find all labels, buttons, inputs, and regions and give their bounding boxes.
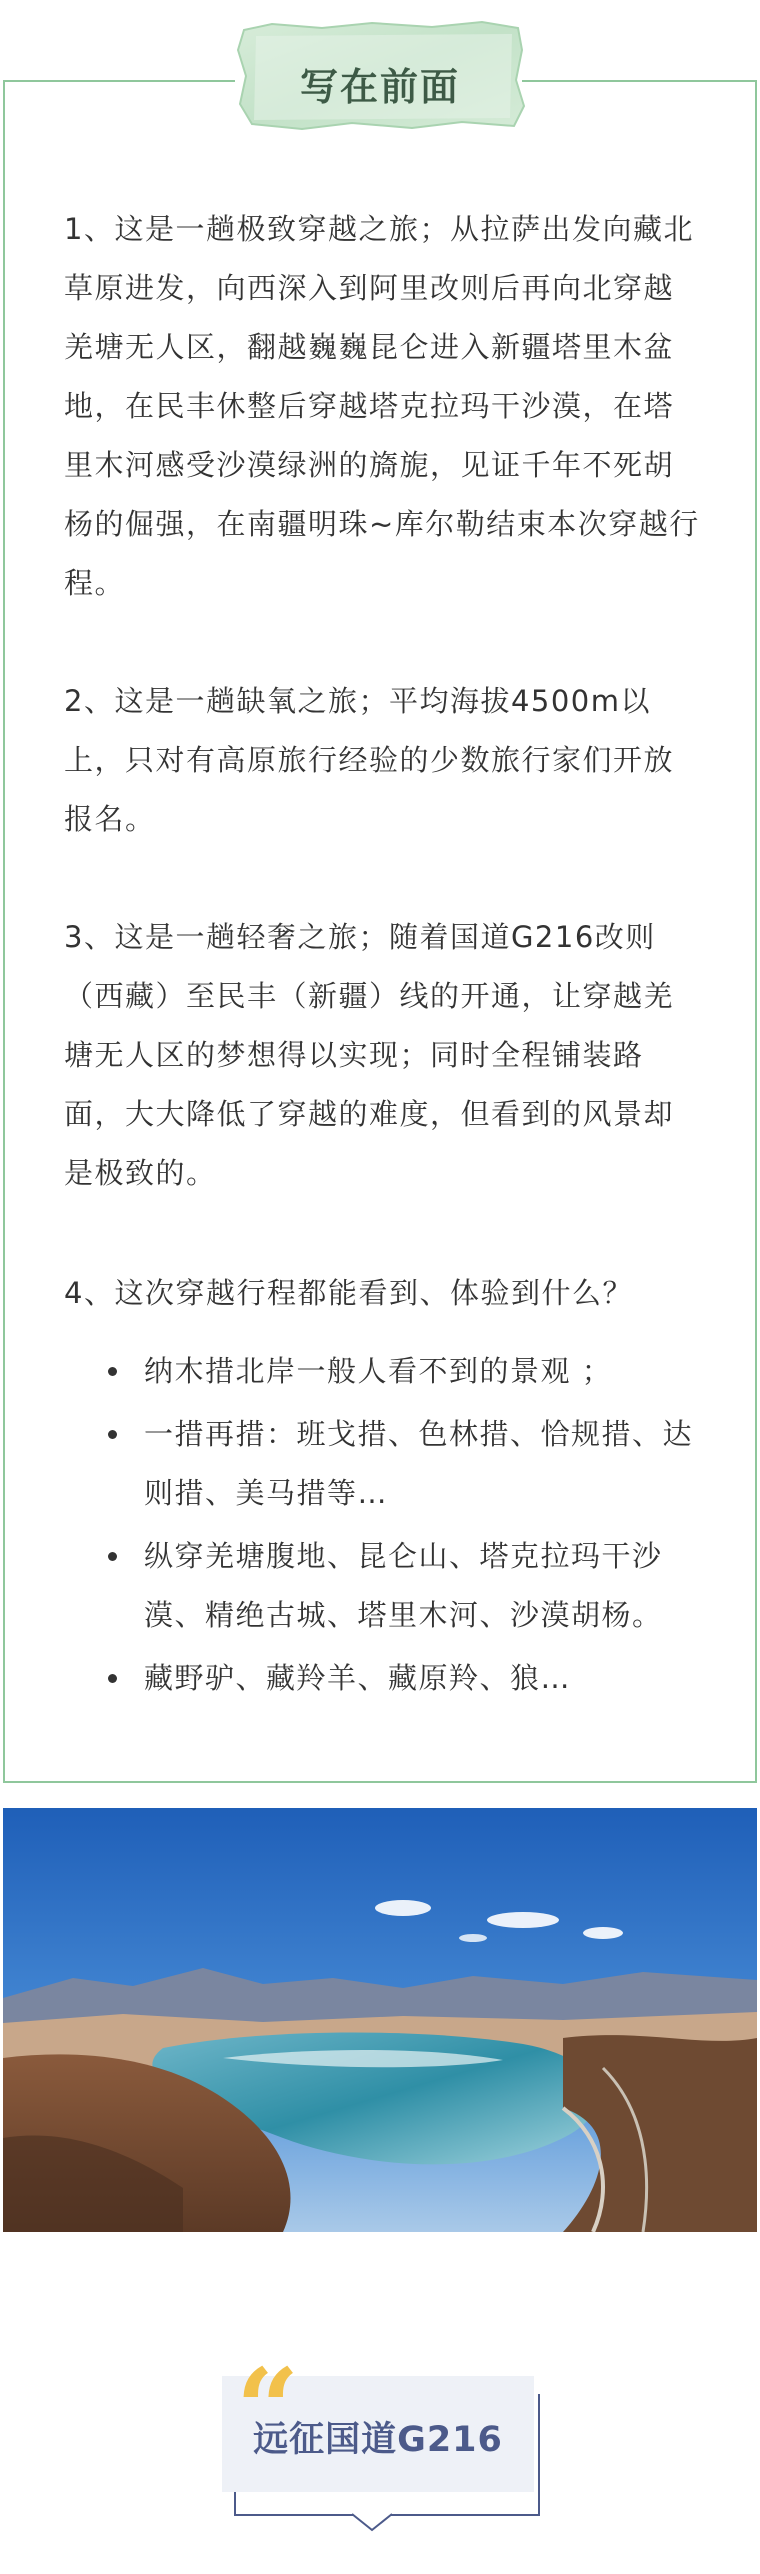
bullet-dot-icon — [108, 1552, 117, 1561]
paragraph-3: 3、这是一趟轻奢之旅；随着国道G216改则（西藏）至民丰（新疆）线的开通，让穿越羌塘无人区的梦想得以实现；同时全程铺装路面，大大降低了穿越的难度，但看到的风景却是极致的。 — [64, 920, 675, 1190]
landscape-photo — [3, 1808, 757, 2232]
list-item-text: 一措再措：班戈措、色林措、恰规措、达则措、美马措等… — [144, 1417, 694, 1510]
page-title: 写在前面 — [299, 65, 460, 109]
bullet-dot-icon — [108, 1674, 117, 1683]
border-line-right — [522, 80, 757, 82]
lake-landscape-image — [3, 1808, 757, 2232]
list-item — [100, 1342, 710, 1401]
footer-label — [222, 2344, 558, 2554]
highlight-list — [100, 1342, 710, 1712]
paragraph-4-heading: 4、这次穿越行程都能看到、体验到什么？ — [64, 1276, 633, 1310]
paragraph-1: 1、这是一趟极致穿越之旅；从拉萨出发向藏北草原进发，向西深入到阿里改则后再向北穿越羌塘无人区，翻越巍巍昆仑进入新疆塔里木盆地，在民丰休整后穿越塔克拉玛干沙漠，在塔里木河感受沙漠绿洲的旖旎，见证千年不死胡杨的倔强，在南疆明珠~库尔勒结束本次穿越行程。 — [64, 212, 700, 600]
bullet-dot-icon — [108, 1367, 117, 1376]
section-label: 远征国道G216 — [253, 2420, 503, 2460]
bullet-dot-icon — [108, 1430, 117, 1439]
list-item-text: 纵穿羌塘腹地、昆仑山、塔克拉玛干沙漠、精绝古城、塔里木河、沙漠胡杨。 — [144, 1539, 663, 1632]
border-line-left — [3, 80, 235, 82]
quote-mark-icon: “ — [236, 2344, 300, 2473]
list-item-text: 纳木措北岸一般人看不到的景观 ； — [144, 1354, 613, 1388]
title-badge — [232, 20, 528, 132]
list-item — [100, 1527, 710, 1645]
down-arrow-icon — [352, 2506, 392, 2532]
list-item-text: 藏野驴、藏羚羊、藏原羚、狼… — [144, 1661, 572, 1695]
paragraph-2: 2、这是一趟缺氧之旅；平均海拔4500m以上，只对有高原旅行经验的少数旅行家们开放报名。 — [64, 684, 675, 836]
list-item — [100, 1649, 710, 1708]
list-item — [100, 1405, 710, 1523]
